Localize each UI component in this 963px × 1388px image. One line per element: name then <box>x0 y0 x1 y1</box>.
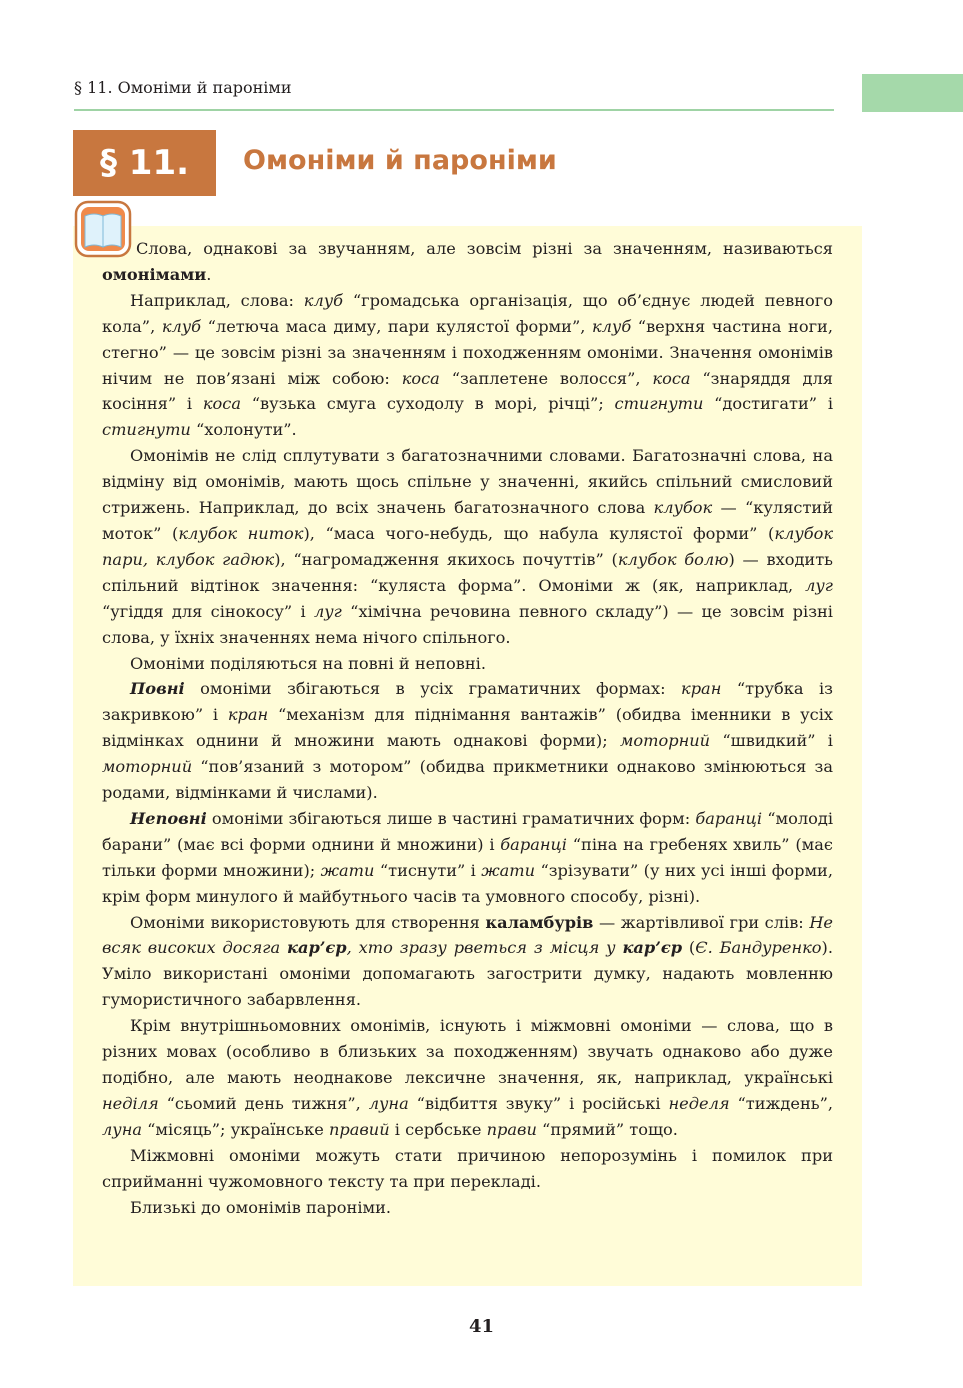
paragraph: Міжмовні омоніми можуть стати причиною непорозумінь і помилок при сприйманні чужомовного тексту та при перекладі. <box>102 1145 833 1191</box>
header-divider <box>74 109 834 111</box>
section-title: Омоніми й пароніми <box>243 145 557 176</box>
paragraph: Повні омоніми збігаються в усіх граматичних формах: кран “трубка із закривкою” і кран “механізм для піднімання вантажів” (обидва іменники в усіх відмінках однини й множини мають однакові форми); моторний “швидкий” і моторний “пов’язаний з мотором” (обидва прикметники однаково змінюються за родами, відмінками й числами). <box>102 679 834 803</box>
running-head: § 11. Омоніми й пароніми <box>74 78 292 97</box>
paragraph: Омоніми поділяються на повні й неповні. <box>130 653 486 673</box>
body-text <box>102 236 833 1220</box>
paragraph: Неповні омоніми збігаються лише в частині граматичних форм: баранці “молоді барани” (має всі форми однини й множини) і баранці “піна на гребенях хвиль” (має тільки форми множини); жати “тиснути” і жати “зрізувати” (у них усі інші форми, крім форм минулого й майбутнього часів та умовного способу, різні). <box>102 808 834 906</box>
section-number: § 11. <box>73 130 216 196</box>
paragraph: Слова, однакові за звучанням, але зовсім різні за значенням, називаються омонімами. <box>102 239 833 284</box>
page-number: 41 <box>468 1316 495 1337</box>
paragraph: Крім внутрішньомовних омонімів, існують і міжмовні омоніми — слова, що в різних мовах (особливо в близьких за походженням) звучать однаково або дуже подібно, але мають неоднакове лексичне значення, як, наприклад, українські неділя “сьомий день тижня”, луна “відбиття звуку” і російські неделя “тиждень”, луна “місяць”; українське правий і сербське прави “прямий” тощо. <box>102 1016 834 1139</box>
page-tab <box>862 74 963 112</box>
paragraph: Омонімів не слід сплутувати з багатозначними словами. Багатозначні слова, на відміну від омонімів, мають щось спільне у значенні, якийсь спільний смисловий стрижень. Наприклад, до всіх значень багатозначного слова клубок — “кулястий моток” (клубок ниток), “маса чого-небудь, що набула кулястої форми” (клубок пари, клубок гадюк), “нагромадження якихось почуттів” (клубок болю) — входить спільний відтінок значення: “куляста форма”. Омоніми ж (як, наприклад, луг “угіддя для сінокосу” і луг “хімічна речовина певного складу”) — це зовсім різні слова, у їхніх значеннях нема нічого спільного. <box>102 446 834 647</box>
paragraph: Наприклад, слова: клуб “громадська організація, що об’єднує людей певного кола”, клуб “летюча маса диму, пари кулястої форми”, клуб “верхня частина ноги, стегно” — це зовсім різні за значенням і походженням омоніми. Значення омонімів нічим не пов’язані між собою: коса “заплетене волосся”, коса “знаряддя для косіння” і коса “вузька смуга суходолу в морі, річці”; стигнути “достигати” і стигнути “холонути”. <box>102 290 833 440</box>
paragraph: Близькі до омонімів пароніми. <box>130 1197 392 1217</box>
paragraph: Омоніми використовують для створення каламбурів — жартівливої гри слів: Не всяк високих досяга кар’єр, хто зразу рветься з місця у кар’єр (Є. Бандуренко). Уміло використані омоніми допомагають загострити думку, надають мовленню гумористичного забарвлення. <box>102 912 834 1010</box>
